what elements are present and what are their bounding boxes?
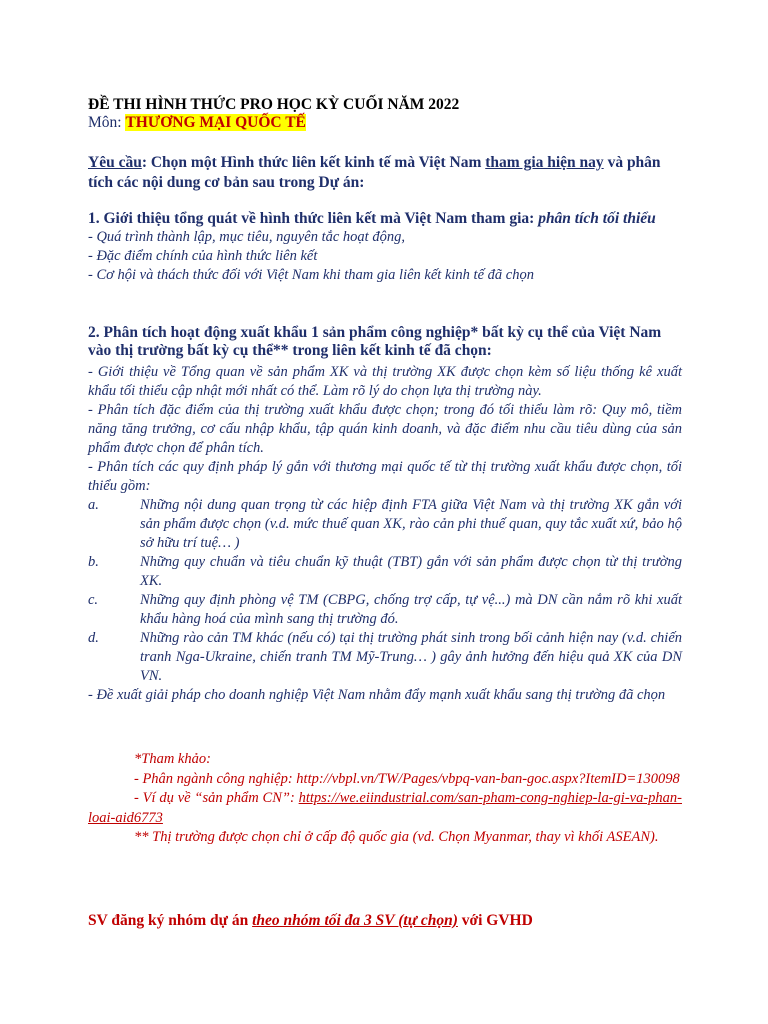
list-item: - Giới thiệu về Tổng quan về sản phẩm XK và thị trường XK được chọn kèm số liệu thống kê xuất khẩu tối thiểu cập nhật mới nhất có thể. Làm rõ lý do chọn lựa thị trường này. [88, 364, 682, 399]
reference-line-3: ** Thị trường được chọn chỉ ở cấp độ quốc gia (vd. Chọn Myanmar, thay vì khối ASEAN). [134, 829, 659, 845]
reference-line-2-prefix: - Ví dụ về “sản phẩm CN”: [134, 790, 299, 806]
footer-text-2: với GVHD [457, 912, 533, 929]
reference-line-1: - Phân ngành công nghiệp: http://vbpl.vn/TW/Pages/vbpq-van-ban-goc.aspx?ItemID=130098 [134, 770, 680, 787]
sub-item-label: b. [88, 554, 99, 570]
section-2-list [88, 363, 682, 705]
requirement-paragraph [88, 153, 682, 193]
sub-item-label: c. [88, 592, 99, 608]
list-item: - Phân tích các quy định pháp lý gắn với thương mại quốc tế từ thị trường xuất khẩu được chọn, tối thiểu gồm: [88, 459, 682, 494]
section-1 [88, 210, 682, 285]
section-1-heading [88, 210, 682, 228]
footer-note [88, 912, 682, 930]
sub-item-label: d. [88, 630, 99, 646]
section-1-heading-text: 1. Giới thiệu tổng quát về hình thức liên kết mà Việt Nam tham gia: [88, 210, 539, 227]
list-item: - Đặc điểm chính của hình thức liên kết [88, 248, 318, 264]
reference-line-2 [88, 789, 682, 828]
subject-line [88, 114, 306, 132]
section-2-heading: 2. Phân tích hoạt động xuất khẩu 1 sản phẩm công nghiệp* bất kỳ cụ thể của Việt Nam vào thị trường bất kỳ cụ thể** trong liên kết kinh tế đã chọn: [88, 324, 662, 359]
references [88, 750, 682, 848]
references-heading: *Tham khảo: [134, 751, 211, 767]
sub-item-a [88, 496, 682, 553]
sub-item-d [88, 629, 682, 686]
sub-item-text: Những quy chuẩn và tiêu chuẩn kỹ thuật (TBT) gắn với sản phẩm được chọn từ thị trường XK. [140, 554, 682, 589]
list-item: - Đề xuất giải pháp cho doanh nghiệp Việt Nam nhằm đẩy mạnh xuất khẩu sang thị trường đã chọn [88, 687, 666, 703]
sub-item-label: a. [88, 497, 99, 513]
list-item: - Cơ hội và thách thức đối với Việt Nam khi tham gia liên kết kinh tế đã chọn [88, 267, 534, 283]
sub-item-c [88, 591, 682, 629]
subject-value: THƯƠNG MẠI QUỐC TẾ [125, 114, 306, 131]
sub-item-text: Những quy định phòng vệ TM (CBPG, chống trợ cấp, tự vệ...) mà DN cần nắm rõ khi xuất khẩu hàng hoá của mình sang thị trường đó. [140, 592, 682, 627]
section-2 [88, 324, 682, 705]
list-item: - Quá trình thành lập, mục tiêu, nguyên tắc hoạt động, [88, 229, 405, 245]
list-item: - Phân tích đặc điểm của thị trường xuất khẩu được chọn; trong đó tối thiểu làm rõ: Quy mô, tiềm năng tăng trưởng, cơ cấu nhập khẩu, tập quán kinh doanh, và đặc điểm nhu cầu tiêu dùng của sản phẩm được chọn để phân tích. [88, 402, 682, 456]
footer-emphasis: theo nhóm tối đa 3 SV (tự chọn) [252, 912, 458, 929]
section-1-heading-emphasis: phân tích tối thiểu [538, 210, 656, 227]
requirement-label: Yêu cầu [88, 154, 142, 171]
sub-item-text: Những rào cản TM khác (nếu có) tại thị trường phát sinh trong bối cảnh hiện nay (v.d. chiến tranh Nga-Ukraine, chiến tranh TM Mỹ-Trung… ) gây ảnh hưởng đến hiệu quả XK của DN VN. [140, 630, 682, 684]
requirement-text-1: : Chọn một Hình thức liên kết kinh tế mà Việt Nam [141, 154, 486, 171]
requirement-underlined: tham gia hiện nay [485, 154, 604, 171]
requirement-text-2: và phân tích các nội dung cơ bản sau trong Dự án: [88, 154, 661, 191]
footer-text-1: SV đăng ký nhóm dự án [88, 912, 253, 929]
sub-item-b [88, 553, 682, 591]
sub-item-text: Những nội dung quan trọng từ các hiệp định FTA giữa Việt Nam và thị trường XK gắn với sản phẩm được chọn (v.d. mức thuế quan XK, rào cản phi thuế quan, quy tắc xuất xứ, bảo hộ sở hữu trí tuệ… ) [140, 497, 682, 551]
section-1-list [88, 228, 682, 285]
subject-label: Môn: [88, 114, 126, 131]
exam-title: ĐỀ THI HÌNH THỨC PRO HỌC KỲ CUỐI NĂM 2022 [88, 96, 460, 113]
reference-link[interactable]: https://we.eiindustrial.com/san-pham-cong-nghiep-la-gi-va-phan-loai-aid6773 [88, 790, 682, 826]
